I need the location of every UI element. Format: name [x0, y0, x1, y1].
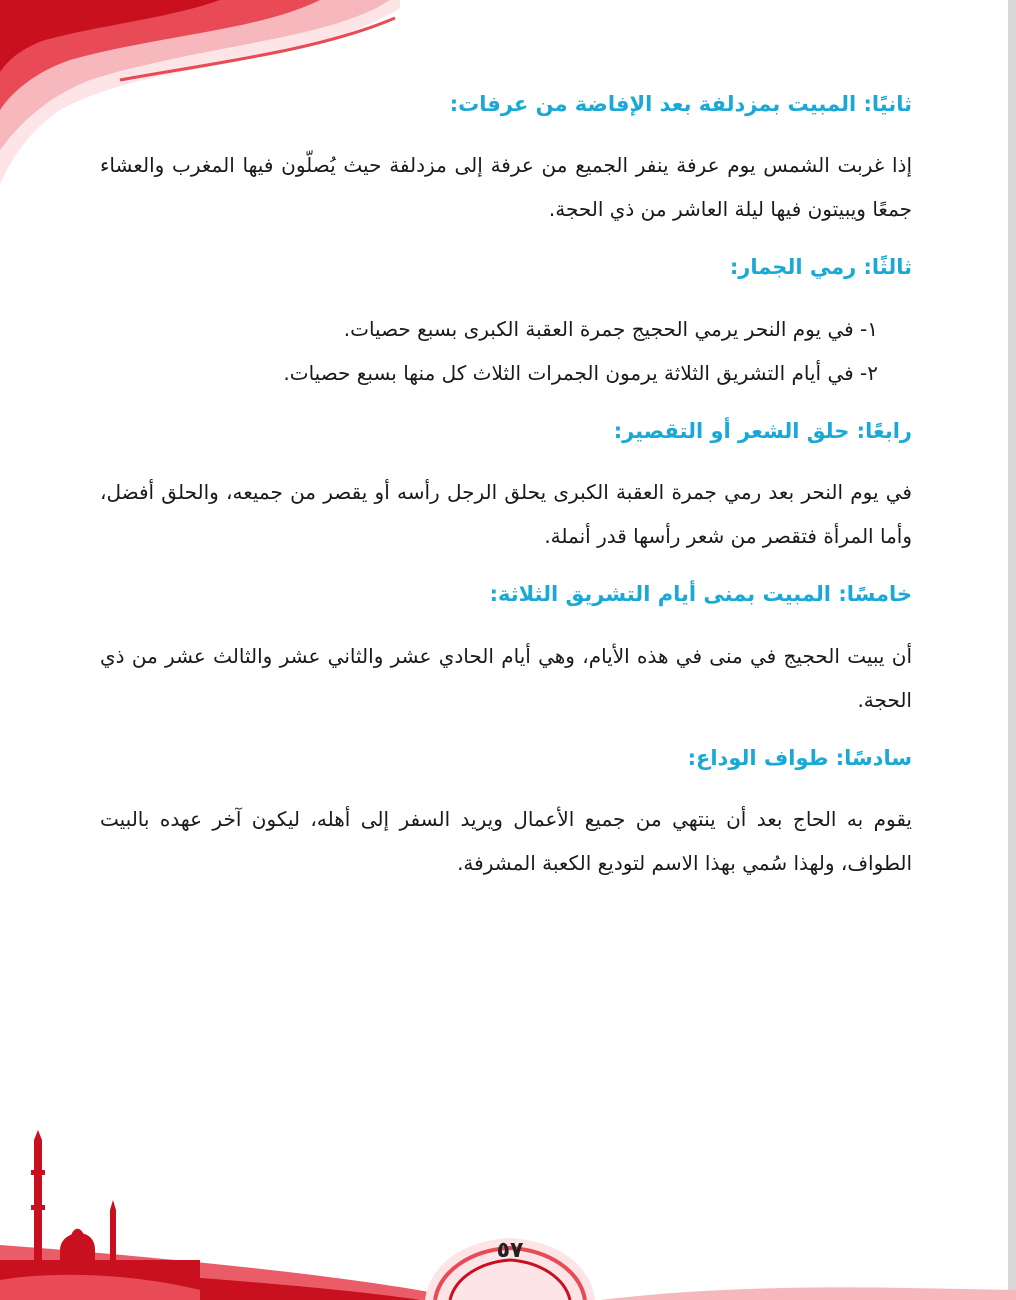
section-text-muzdalifah: إذا غربت الشمس يوم عرفة ينفر الجميع من عرفة إلى مزدلفة حيث يُصلّون فيها المغرب والعشاء جمعًا ويبيتون فيها ليلة العاشر من ذي الحجة.: [100, 153, 912, 222]
section-text-mina: أن يبيت الحجيج في منى في هذه الأيام، وهي أيام الحادي عشر والثاني عشر والثالث عشر من ذي الحجة.: [100, 643, 912, 712]
section-heading-muzdalifah: ثانيًا: المبيت بمزدلفة بعد الإفاضة من عرفات:: [449, 92, 912, 116]
jamarat-list: [100, 307, 912, 395]
page-number: ٥٧: [496, 1238, 524, 1263]
page-edge-decoration: [1008, 0, 1016, 1300]
page-content: [100, 90, 912, 907]
list-item: ١- في يوم النحر يرمي الحجيج جمرة العقبة الكبرى بسبع حصيات.: [343, 316, 878, 341]
section-text-farewell: يقوم به الحاج بعد أن ينتهي من جميع الأعمال ويريد السفر إلى أهله، ليكون آخر عهده بالبيت الطواف، ولهذا سُمي بهذا الاسم لتوديع الكعبة المشرفة.: [100, 806, 912, 875]
mosque-skyline-decoration: [0, 1130, 200, 1300]
section-text-shaving: في يوم النحر بعد رمي جمرة العقبة الكبرى يحلق الرجل رأسه أو يقصر من جميعه، والحلق أفضل، وأما المرأة فتقصر من شعر رأسها قدر أنملة.: [100, 480, 912, 549]
section-heading-shaving: رابعًا: حلق الشعر أو التقصير:: [613, 418, 912, 443]
section-heading-farewell: سادسًا: طواف الوداع:: [687, 745, 912, 770]
section-heading-jamarat: ثالثًا: رمي الجمار:: [729, 255, 912, 280]
section-heading-mina: خامسًا: المبيت بمنى أيام التشريق الثلاثة:: [489, 582, 912, 607]
list-item: ٢- في أيام التشريق الثلاثة يرمون الجمرات الثلاث كل منها بسبع حصيات.: [283, 360, 878, 385]
